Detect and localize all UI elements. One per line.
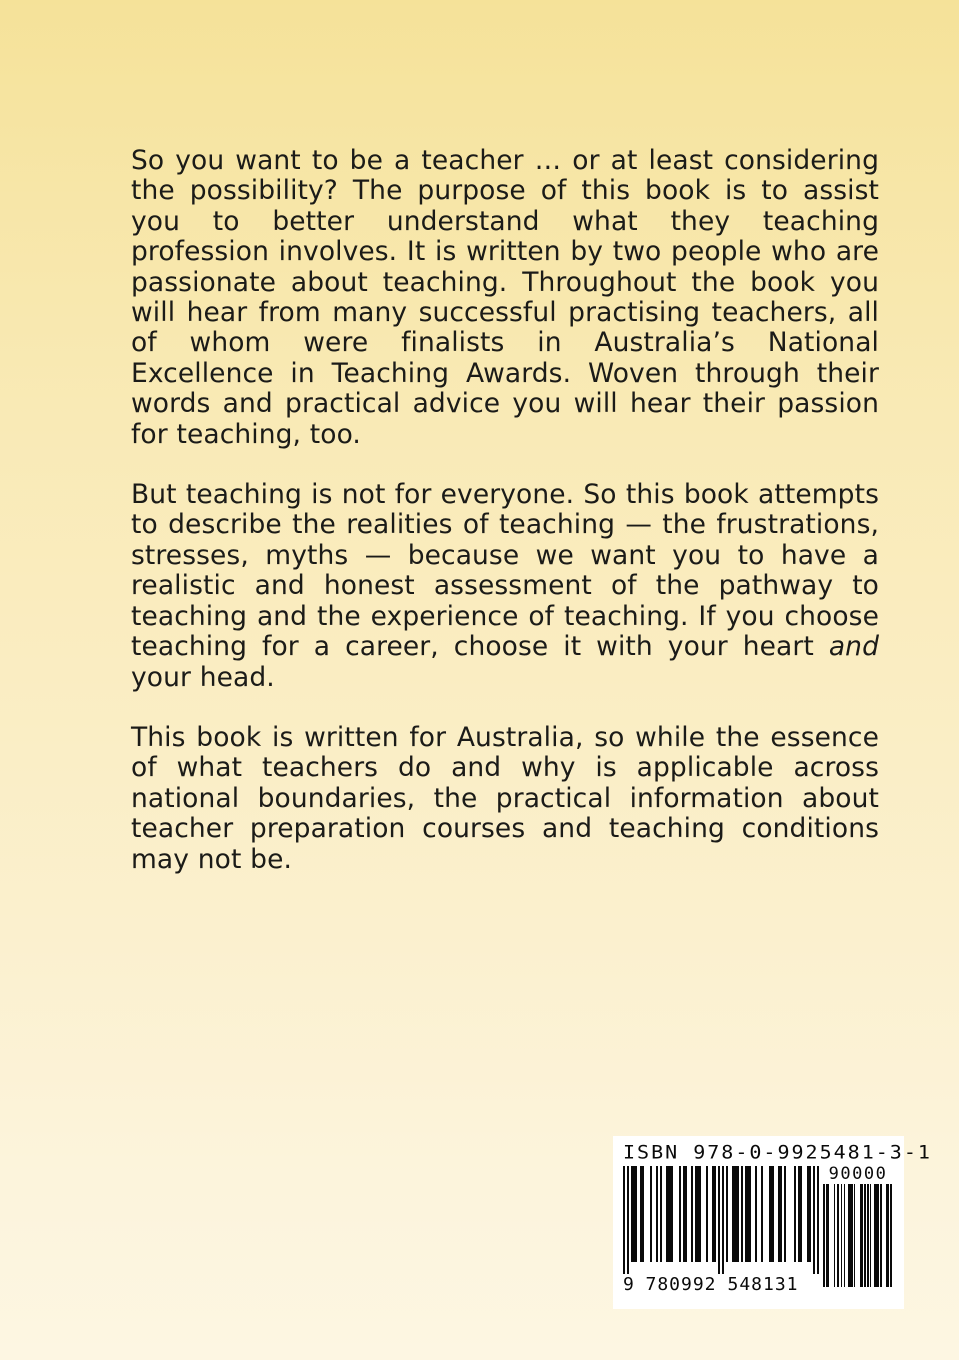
ean5-addon-bar-pattern xyxy=(822,1184,894,1287)
ean13-right-group: 548131 xyxy=(727,1274,799,1295)
blurb-paragraph-3 xyxy=(131,723,879,875)
paragraph-2-text-part-1: But teaching is not for everyone. So this book attempts to describe the realities of teaching — the frustrations, stresses, myths — because we want you to have a realistic and honest assessment of the pathway to teaching and the experience of teaching. If you choose teaching for a career, choose it with your heart xyxy=(131,479,879,663)
isbn-label: ISBN 978-0-9925481-3-1 xyxy=(623,1141,932,1164)
barcode-row xyxy=(623,1166,894,1294)
ean13-digits xyxy=(623,1276,819,1294)
ean13-barcode xyxy=(623,1166,819,1294)
isbn-barcode-block xyxy=(613,1136,932,1309)
ean13-bar-pattern xyxy=(623,1166,819,1274)
ean5-addon-barcode xyxy=(822,1166,894,1294)
blurb-text-block xyxy=(131,146,879,875)
ean13-left-group: 780992 xyxy=(645,1274,717,1295)
blurb-paragraph-2 xyxy=(131,480,879,693)
paragraph-2-emphasis-and: and xyxy=(828,631,879,663)
paragraph-1-text: So you want to be a teacher … or at least considering the possibility? The purpose of this book is to assist you to better understand what they teaching profession involves. It is written by two people who are passionate about teaching. Throughout the book you will hear from many successful practising teachers, all of whom were finalists in Australia’s National Excellence in Teaching Awards. Woven through their words and practical advice you will hear their passion for teaching, too. xyxy=(131,145,879,450)
ean13-lead-digit: 9 xyxy=(623,1274,634,1295)
ean5-addon-digits: 90000 xyxy=(828,1164,888,1184)
barcode-bar xyxy=(890,1184,891,1287)
blurb-paragraph-1 xyxy=(131,146,879,450)
paragraph-3-text: This book is written for Australia, so while the essence of what teachers do and why is applicable across national boundaries, the practical information about teacher preparation courses and teaching conditions may not be. xyxy=(131,721,879,875)
paragraph-2-text-part-2: your head. xyxy=(131,661,275,693)
barcode-bar xyxy=(817,1166,819,1274)
barcode-space xyxy=(786,1166,794,1262)
